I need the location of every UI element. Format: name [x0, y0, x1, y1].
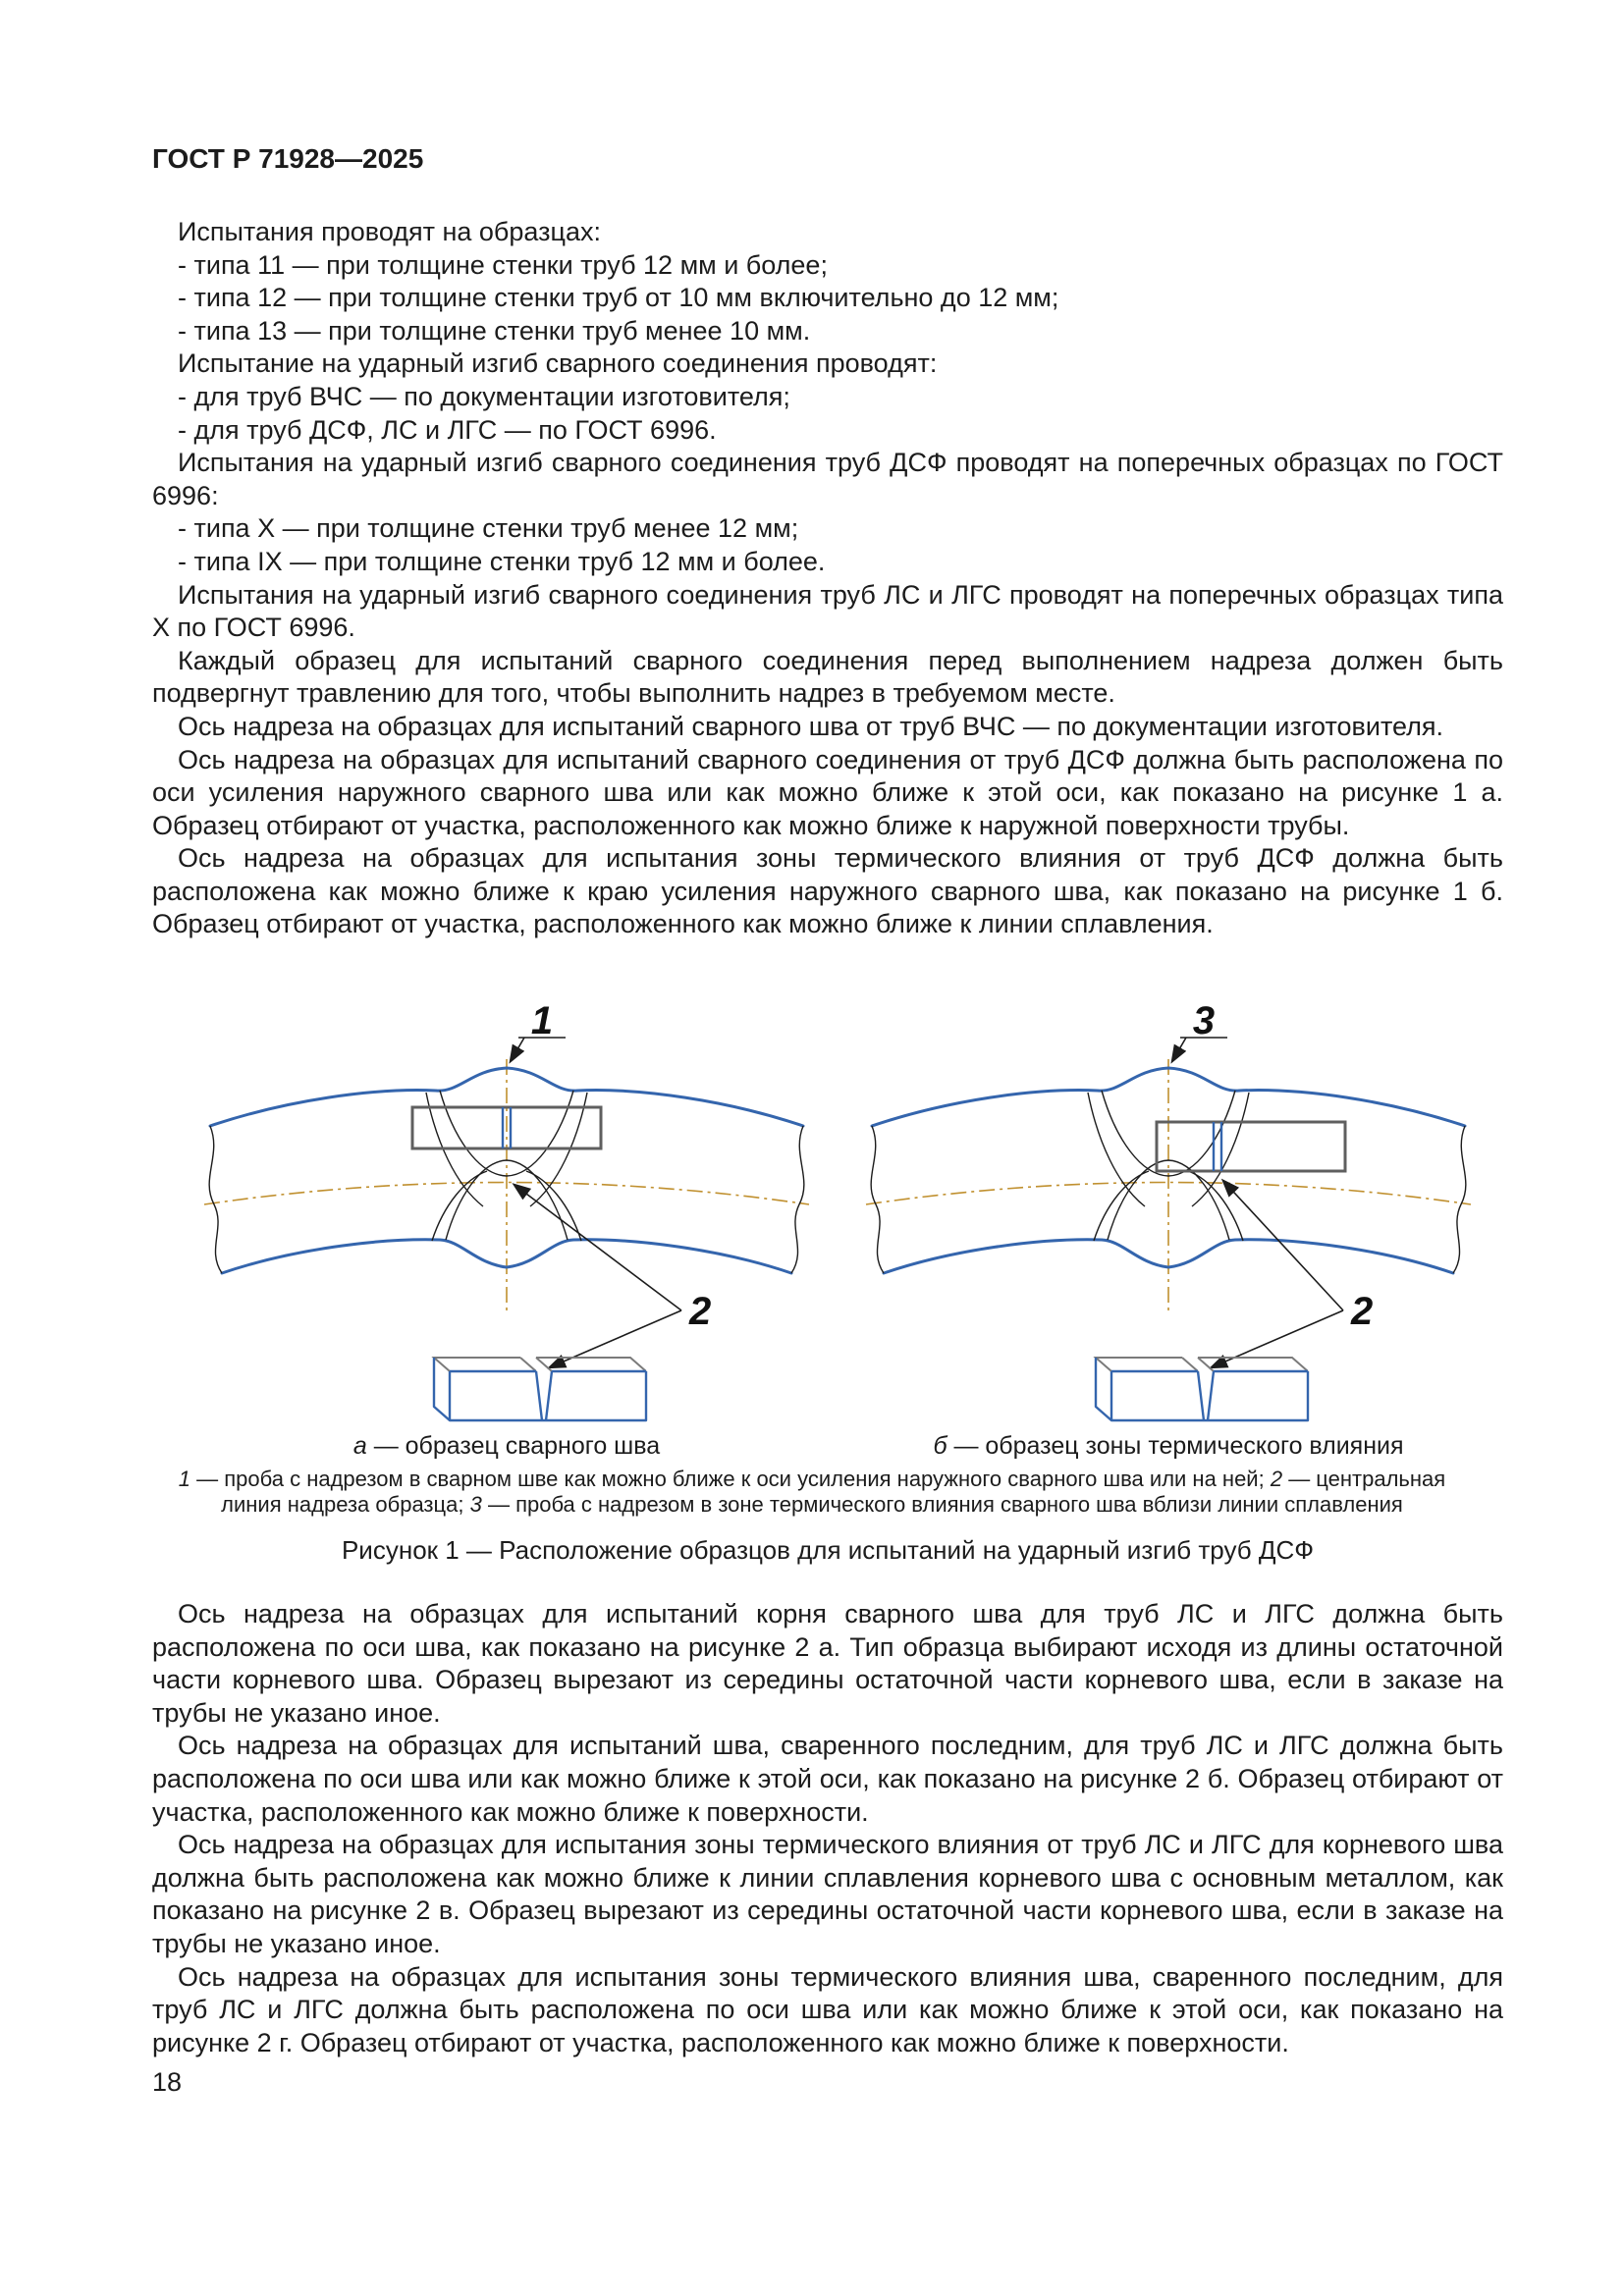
pipe-break-line-left: [871, 1126, 884, 1273]
legend-num-1: 1: [178, 1467, 191, 1491]
specimen-top-notch: [520, 1358, 552, 1371]
callout-2-arrow-to-specimen: [550, 1310, 681, 1367]
subfigure-b: [844, 987, 1492, 1461]
paragraph: Каждый образец для испытаний сварного соединения перед выполнением надреза должен быть подвергнут травлению для того, чтобы выполнить надрез в требуемом месте.: [152, 645, 1503, 709]
specimen-top-face: [1096, 1358, 1308, 1371]
subfigure-a-letter: а: [352, 1432, 367, 1460]
list-item: - типа 11 — при толщине стенки труб 12 мм и более;: [178, 249, 828, 280]
specimen-top-notch: [1182, 1358, 1214, 1371]
pipe-section: [866, 1059, 1471, 1315]
legend-num-3: 3: [469, 1492, 482, 1517]
pipe-section: [204, 1059, 809, 1315]
callout-2-arrow-to-specimen: [1212, 1310, 1343, 1367]
paragraph: Испытания на ударный изгиб сварного соединения труб ЛС и ЛГС проводят на поперечных образцах типа X по ГОСТ 6996.: [152, 579, 1503, 643]
subfigure-b-letter: б: [933, 1432, 947, 1460]
callout-2-arrow-to-notch: [514, 1185, 681, 1310]
haz-diagram: [844, 987, 1492, 1428]
subfigure-a: [183, 987, 831, 1461]
body-text-top: [152, 216, 1503, 941]
inner-weld-fusion-line: [446, 1160, 568, 1240]
outer-weld-fusion-line: [1102, 1091, 1235, 1176]
pipe-break-line-right: [791, 1126, 804, 1273]
paragraph: Ось надреза на образцах для испытания зоны термического влияния от труб ЛС и ЛГС для корневого шва должна быть расположена как можно ближе к линии сплавления корневого шва с основным металлом, как показано на рисунке 2 в. Образец вырезают из середины остаточной части корневого шва, если в заказе на трубы не указано иное.: [152, 1830, 1503, 1958]
inner-haz-line-right: [1188, 1171, 1243, 1241]
specimen-front-notch: [1198, 1371, 1214, 1420]
callout-2: [514, 1185, 711, 1367]
legend-text-2: — центральная линия надреза образца;: [221, 1467, 1446, 1517]
paragraph: Испытание на ударный изгиб сварного соединения проводят:: [178, 348, 938, 379]
list-item: - типа 12 — при толщине стенки труб от 10 мм включительно до 12 мм;: [178, 283, 1059, 313]
list-item: - типа X — при толщине стенки труб менее 12 мм;: [178, 513, 799, 544]
outer-haz-line-left: [1088, 1093, 1145, 1206]
legend-text-3: — проба с надрезом в зоне термического влияния сварного шва вблизи линии сплавления: [481, 1492, 1403, 1517]
subfigure-a-caption-text: — образец сварного шва: [366, 1432, 661, 1460]
inner-haz-line-right: [526, 1171, 581, 1241]
paragraph: Ось надреза на образцах для испытаний шва, сваренного последним, для труб ЛС и ЛГС должна быть расположена по оси шва или как можно ближе к этой оси, как показано на рисунке 2 б. Образец отбирают от участка, расположенного как можно ближе к поверхности.: [152, 1731, 1503, 1827]
callout-2-number: 2: [1351, 1290, 1374, 1333]
list-item: - типа IX — при толщине стенки труб 12 мм и более.: [178, 546, 826, 576]
callout-1-arrow: [511, 1038, 524, 1061]
standard-designation: ГОСТ Р 71928—2025: [152, 143, 424, 174]
inner-haz-line-left: [432, 1171, 487, 1241]
callout-3-number: 3: [1192, 999, 1216, 1042]
inner-haz-line-left: [1094, 1171, 1149, 1241]
list-item: - типа 13 — при толщине стенки труб менее 10 мм.: [178, 315, 811, 346]
pipe-break-line-right: [1453, 1126, 1466, 1273]
list-item: - для труб ВЧС — по документации изготовителя;: [178, 381, 790, 411]
pipe-break-line-left: [209, 1126, 222, 1273]
paragraph: Ось надреза на образцах для испытаний корня сварного шва для труб ЛС и ЛГС должна быть расположена по оси шва, как показано на рисунке 2 а. Тип образца выбирают исходя из длины остаточной части корневого шва. Образец вырезают из середины остаточной части корневого шва, если в заказе на трубы не указано иное.: [152, 1599, 1503, 1728]
subfigure-a-caption: [183, 1432, 831, 1461]
specimen-left-face: [1096, 1358, 1111, 1420]
weld-seam-diagram: [183, 987, 831, 1428]
legend-num-2: 2: [1270, 1467, 1283, 1491]
specimen-left-face: [434, 1358, 450, 1420]
subfigure-b-caption-text: — образец зоны термического влияния: [947, 1432, 1404, 1460]
figure-title: Рисунок 1 — Расположение образцов для испытаний на ударный изгиб труб ДСФ: [341, 1535, 1315, 1565]
specimen-top-face: [434, 1358, 646, 1371]
paragraph: Испытания на ударный изгиб сварного соединения труб ДСФ проводят на поперечных образцах по ГОСТ 6996:: [152, 448, 1503, 510]
callout-1: [511, 999, 566, 1061]
callout-3-arrow: [1172, 1038, 1186, 1061]
paragraph: Ось надреза на образцах для испытаний сварного соединения от труб ДСФ должна быть расположена по оси усиления наружного сварного шва или как можно ближе к этой оси, как показано на рисунке 1 а. Образец отбирают от участка, расположенного как можно ближе к наружной поверхности трубы.: [152, 744, 1503, 840]
specimen-location-rect: [1157, 1122, 1345, 1171]
specimen-bar: [434, 1358, 646, 1420]
legend-text-1: — проба с надрезом в сварном шве как можно ближе к оси усиления наружного сварного шва или на ней;: [190, 1467, 1271, 1491]
notch-mark: [1214, 1122, 1221, 1171]
page-number: 18: [152, 2067, 183, 2097]
figure-legend: [174, 1467, 1450, 1518]
specimen-front-notch: [536, 1371, 552, 1420]
list-item: - для труб ДСФ, ЛС и ЛГС — по ГОСТ 6996.: [178, 414, 717, 445]
subfigure-b-caption: [844, 1432, 1492, 1461]
callout-1-number: 1: [530, 999, 554, 1042]
outer-weld-fusion-line: [440, 1091, 573, 1176]
callout-3: [1172, 999, 1227, 1061]
callout-2: [1212, 1181, 1373, 1367]
specimen-bar: [1096, 1358, 1308, 1420]
paragraph: Ось надреза на образцах для испытания зоны термического влияния шва, сваренного последним, для труб ЛС и ЛГС должна быть расположена по оси шва или как можно ближе к этой оси, как показано на рисунке 2 г. Образец отбирают от участка, расположенного как можно ближе к поверхности.: [152, 1961, 1503, 2057]
callout-2-number: 2: [689, 1290, 712, 1333]
body-text-bottom: [152, 1598, 1503, 2059]
paragraph: Ось надреза на образцах для испытания зоны термического влияния от труб ДСФ должна быть расположена как можно ближе к краю усиления наружного сварного шва, как показано на рисунке 1 б. Образец отбирают от участка, расположенного как можно ближе к линии сплавления.: [152, 843, 1503, 939]
paragraph: Ось надреза на образцах для испытаний сварного шва от труб ВЧС — по документации изготовителя.: [178, 711, 1444, 741]
paragraph: Испытания проводят на образцах:: [178, 217, 601, 246]
